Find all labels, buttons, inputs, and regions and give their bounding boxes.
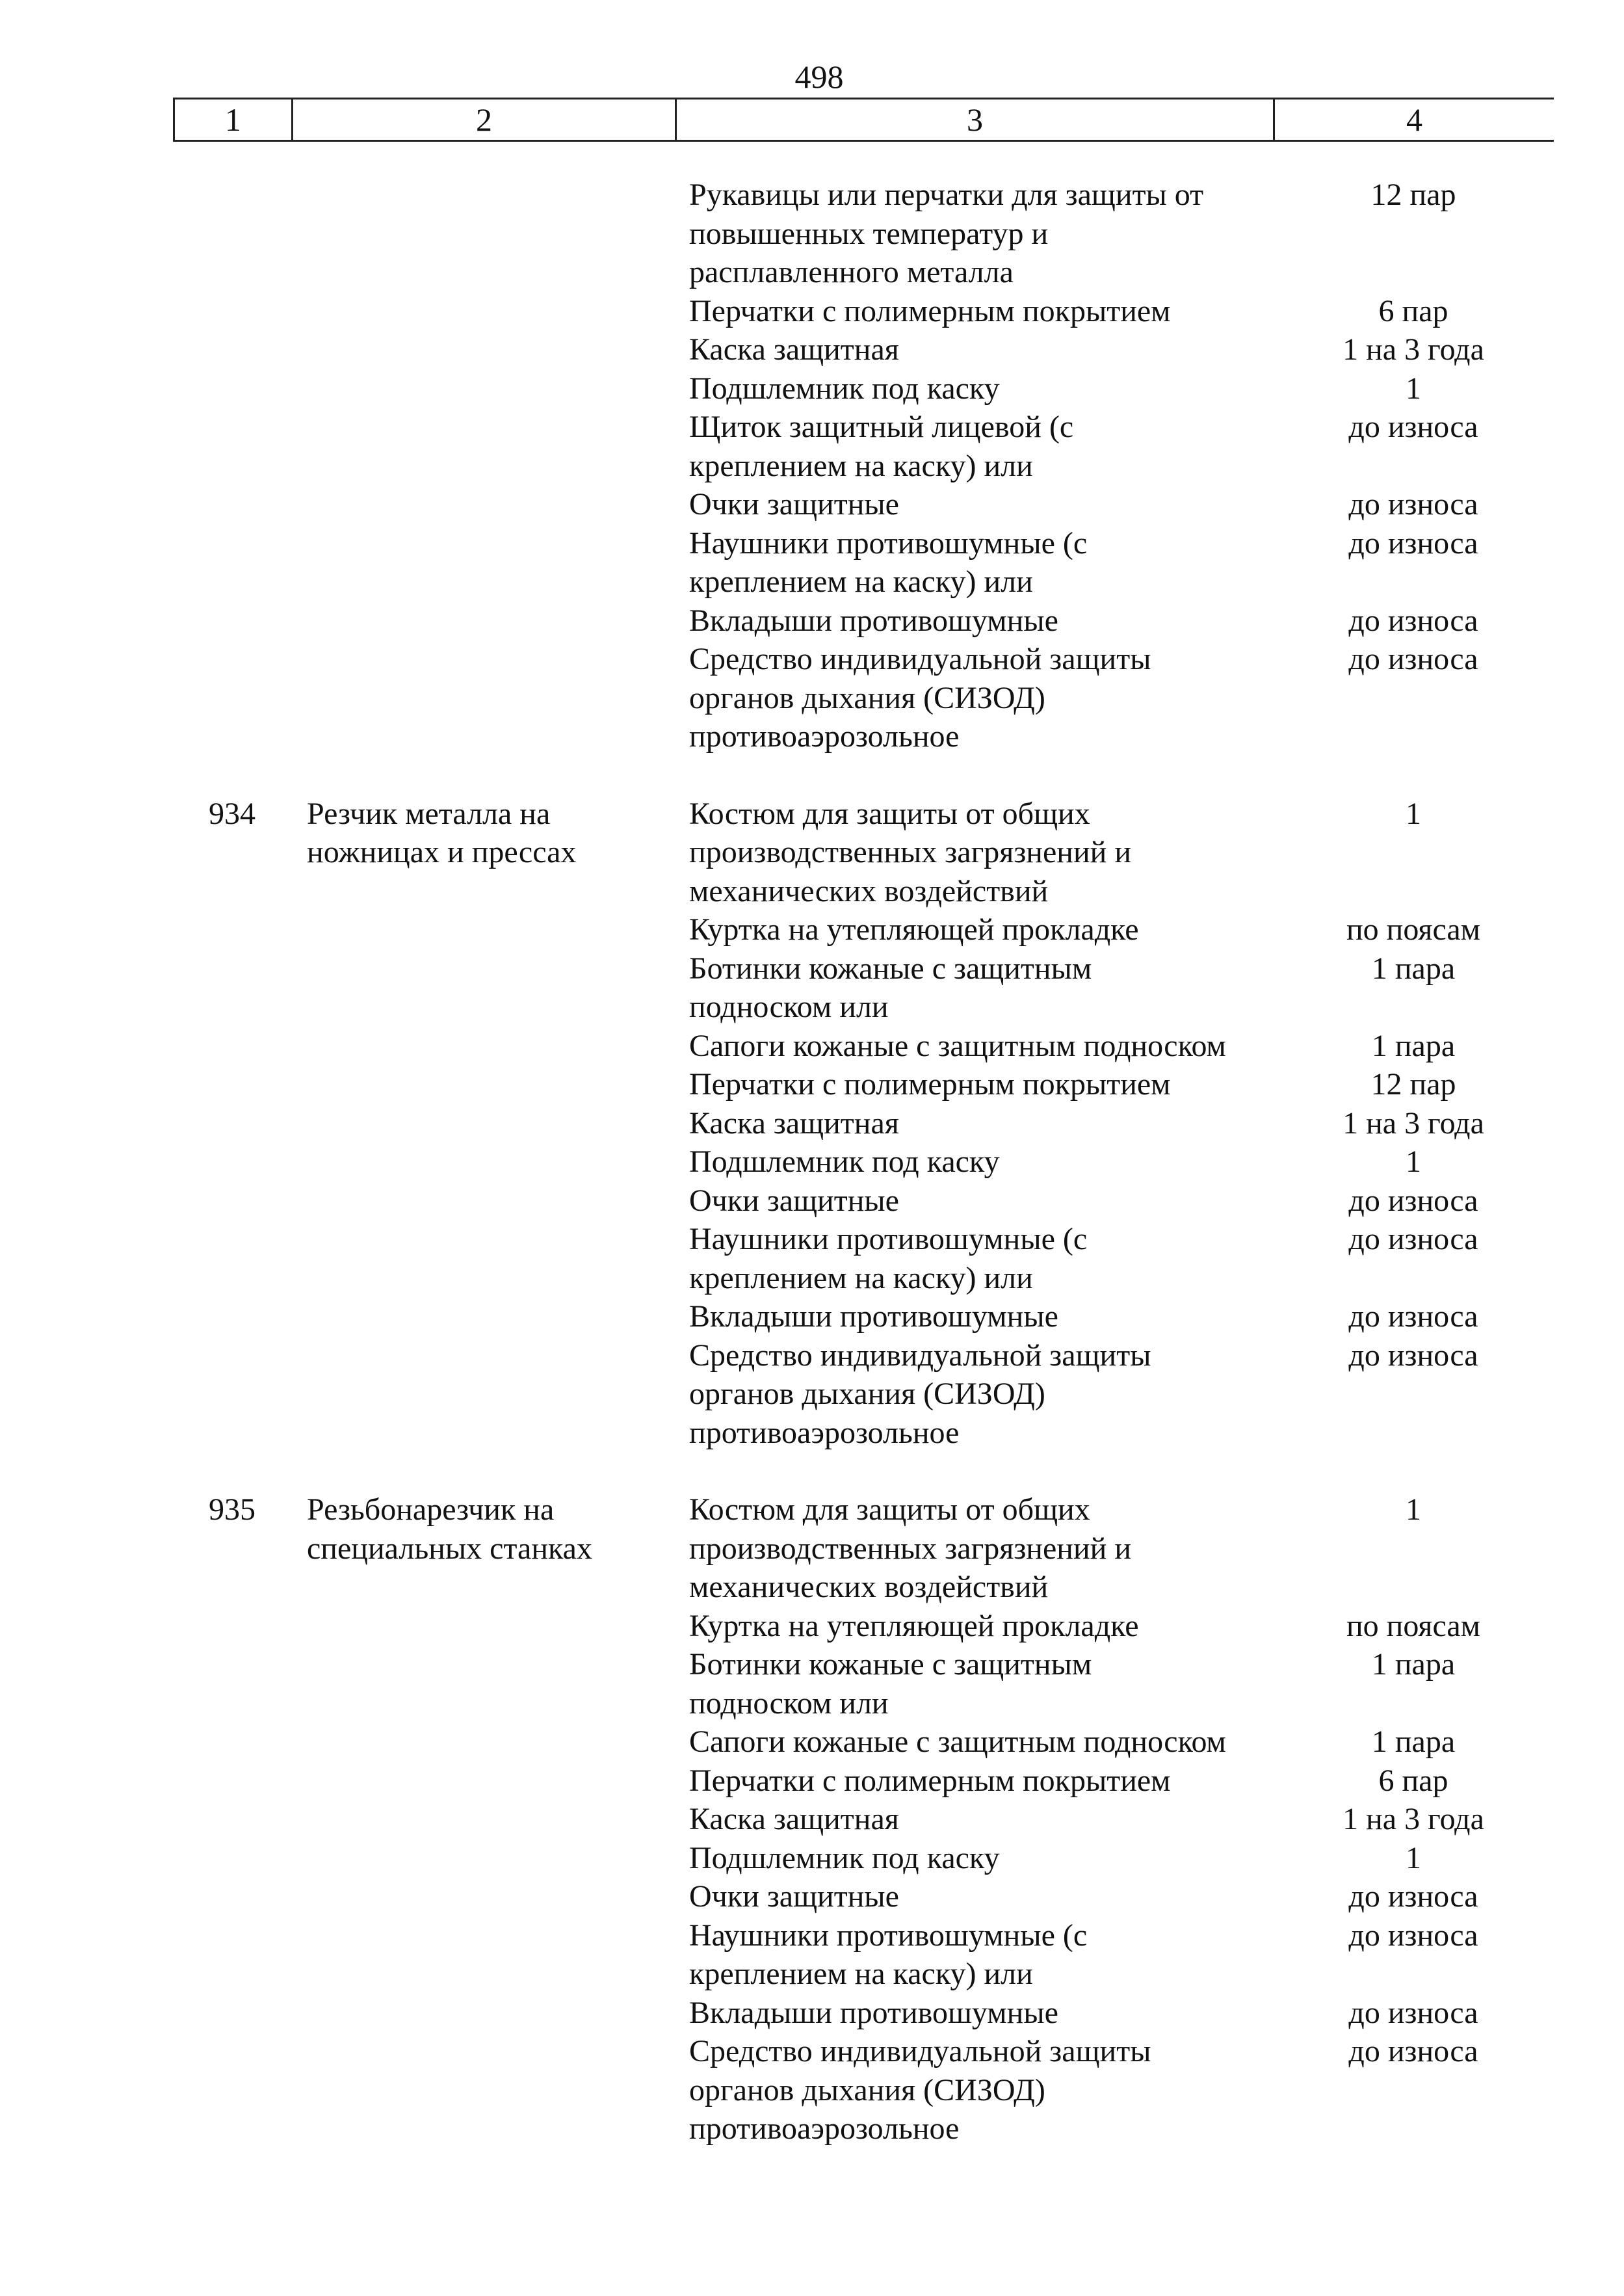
row-number bbox=[173, 1762, 291, 1801]
profession-name bbox=[291, 1994, 675, 2033]
table-row bbox=[173, 1529, 1554, 1568]
ppe-item-name: Рукавицы или перчатки для защиты от bbox=[689, 178, 1204, 212]
row-number bbox=[173, 408, 291, 447]
issue-norm bbox=[1273, 872, 1554, 911]
row-number bbox=[173, 1916, 291, 1955]
table-row bbox=[173, 2032, 1554, 2071]
profession-name bbox=[291, 2032, 675, 2071]
ppe-item-name: Подшлемник под каску bbox=[689, 371, 1000, 406]
table-row bbox=[173, 1220, 1554, 1259]
profession-name bbox=[291, 524, 675, 563]
issue-norm bbox=[1273, 1955, 1554, 1994]
issue-norm bbox=[1273, 833, 1554, 872]
profession-name bbox=[291, 1877, 675, 1916]
ppe-item-name: Перчатки с полимерным покрытием bbox=[689, 293, 1171, 328]
profession-name bbox=[291, 1839, 675, 1878]
row-number bbox=[173, 1645, 291, 1684]
table-row bbox=[173, 292, 1554, 331]
table-row bbox=[173, 1762, 1554, 1801]
issue-norm: до износа bbox=[1348, 525, 1478, 561]
profession-name: ножницах и прессах bbox=[307, 835, 577, 869]
page-number: 498 bbox=[794, 59, 844, 95]
profession-name bbox=[291, 1800, 675, 1839]
profession-name bbox=[291, 1684, 675, 1723]
ppe-item-name: механических воздействий bbox=[689, 873, 1049, 908]
issue-norm: до износа bbox=[1348, 642, 1478, 676]
issue-norm bbox=[1273, 1375, 1554, 1414]
ppe-item-name: Наушники противошумные (с bbox=[689, 1918, 1088, 1953]
profession-name bbox=[291, 408, 675, 447]
row-number bbox=[173, 2032, 291, 2071]
row-number bbox=[173, 1607, 291, 1646]
ppe-item-name: креплением на каску) или bbox=[689, 1260, 1033, 1295]
table-row bbox=[173, 1414, 1554, 1453]
table-row bbox=[173, 1181, 1554, 1221]
profession-name bbox=[291, 949, 675, 988]
table-row bbox=[173, 1645, 1554, 1684]
issue-norm: до износа bbox=[1348, 1183, 1478, 1218]
profession-name bbox=[291, 215, 675, 254]
issue-norm: до износа bbox=[1348, 603, 1478, 638]
ppe-item-name: подноском или bbox=[689, 1685, 889, 1721]
table-row bbox=[173, 215, 1554, 254]
profession-name bbox=[291, 1955, 675, 1994]
issue-norm: 1 пара bbox=[1371, 951, 1456, 986]
issue-norm bbox=[1273, 2109, 1554, 2148]
table-row bbox=[173, 2109, 1554, 2148]
profession-name bbox=[291, 1762, 675, 1801]
row-number: 934 bbox=[209, 796, 255, 831]
profession-name: Резьбонарезчик на bbox=[307, 1492, 555, 1527]
column-header-3: 3 bbox=[675, 99, 1273, 140]
table-row bbox=[173, 1259, 1554, 1298]
ppe-item-name: Средство индивидуальной защиты bbox=[689, 642, 1151, 676]
issue-norm: 6 пар bbox=[1378, 293, 1448, 328]
table-row bbox=[173, 485, 1554, 524]
table-row bbox=[173, 1607, 1554, 1646]
row-number bbox=[173, 1181, 291, 1221]
column-header-4: 4 bbox=[1273, 99, 1554, 140]
ppe-item-name: Костюм для защиты от общих bbox=[689, 796, 1090, 831]
profession-name bbox=[291, 1027, 675, 1066]
ppe-item-name: органов дыхания (СИЗОД) bbox=[689, 1377, 1045, 1411]
issue-norm bbox=[1273, 1529, 1554, 1568]
issue-norm: 1 bbox=[1406, 1840, 1421, 1875]
issue-norm: 1 bbox=[1406, 371, 1421, 406]
row-number bbox=[173, 1065, 291, 1104]
issue-norm: 1 bbox=[1406, 1492, 1421, 1527]
row-number bbox=[173, 1800, 291, 1839]
issue-norm: по поясам bbox=[1346, 1608, 1481, 1643]
issue-norm: 1 пара bbox=[1371, 1028, 1456, 1063]
table-row bbox=[173, 1800, 1554, 1839]
row-number bbox=[173, 872, 291, 911]
table-row bbox=[173, 1490, 1554, 1529]
profession-name bbox=[291, 1568, 675, 1607]
profession-name bbox=[291, 717, 675, 756]
profession-name bbox=[291, 562, 675, 601]
profession-name bbox=[291, 253, 675, 292]
row-number bbox=[173, 988, 291, 1027]
profession-name: Резчик металла на bbox=[307, 796, 551, 831]
table-row bbox=[173, 447, 1554, 486]
ppe-item-name: противоаэрозольное bbox=[689, 2111, 960, 2146]
table-row bbox=[173, 1568, 1554, 1607]
row-number bbox=[173, 1684, 291, 1723]
issue-norm: до износа bbox=[1348, 1879, 1478, 1914]
table-row bbox=[173, 1722, 1554, 1762]
profession-name bbox=[291, 1916, 675, 1955]
ppe-item-name: производственных загрязнений и bbox=[689, 835, 1132, 869]
row-number bbox=[173, 2071, 291, 2110]
issue-norm: 1 bbox=[1406, 796, 1421, 831]
profession-name bbox=[291, 1142, 675, 1181]
ppe-item-name: Наушники противошумные (с bbox=[689, 1222, 1088, 1256]
ppe-item-name: механических воздействий bbox=[689, 1570, 1049, 1604]
issue-norm bbox=[1273, 1259, 1554, 1298]
table-row bbox=[173, 1142, 1554, 1181]
ppe-item-name: Щиток защитный лицевой (с bbox=[689, 410, 1074, 444]
table-row bbox=[173, 253, 1554, 292]
row-number bbox=[173, 562, 291, 601]
table-row bbox=[173, 988, 1554, 1027]
issue-norm bbox=[1273, 447, 1554, 486]
ppe-item-name: Каска защитная bbox=[689, 332, 899, 367]
ppe-item-name: Средство индивидуальной защиты bbox=[689, 1338, 1151, 1373]
issue-norm: до износа bbox=[1348, 487, 1478, 521]
issue-norm: до износа bbox=[1348, 1338, 1478, 1373]
row-number bbox=[173, 524, 291, 563]
issue-norm: до износа bbox=[1348, 1222, 1478, 1256]
issue-norm bbox=[1273, 717, 1554, 756]
issue-norm: 12 пар bbox=[1370, 1067, 1456, 1102]
issue-norm bbox=[1273, 679, 1554, 718]
ppe-item-name: повышенных температур и bbox=[689, 216, 1049, 251]
row-number bbox=[173, 1722, 291, 1762]
row-number bbox=[173, 1259, 291, 1298]
issue-norm: 6 пар bbox=[1378, 1763, 1448, 1798]
row-number bbox=[173, 1994, 291, 2033]
table-row bbox=[173, 1916, 1554, 1955]
table-row bbox=[173, 910, 1554, 949]
ppe-item-name: Очки защитные bbox=[689, 487, 899, 521]
table-row bbox=[173, 1955, 1554, 1994]
ppe-item-name: Ботинки кожаные с защитным bbox=[689, 1647, 1092, 1682]
profession-name bbox=[291, 601, 675, 640]
row-number bbox=[173, 1414, 291, 1453]
profession-name bbox=[291, 1414, 675, 1453]
ppe-item-name: Подшлемник под каску bbox=[689, 1840, 1000, 1875]
table-row bbox=[173, 176, 1554, 215]
profession-name bbox=[291, 1722, 675, 1762]
row-number bbox=[173, 2109, 291, 2148]
ppe-item-name: органов дыхания (СИЗОД) bbox=[689, 680, 1045, 715]
ppe-item-name: Каска защитная bbox=[689, 1105, 899, 1141]
row-number bbox=[173, 910, 291, 949]
row-number bbox=[173, 1142, 291, 1181]
table-row bbox=[173, 872, 1554, 911]
table-row bbox=[173, 1027, 1554, 1066]
row-number bbox=[173, 1220, 291, 1259]
row-number bbox=[173, 1104, 291, 1143]
ppe-item-name: креплением на каску) или bbox=[689, 448, 1033, 483]
profession-name bbox=[291, 485, 675, 524]
row-number bbox=[173, 215, 291, 254]
row-number bbox=[173, 1839, 291, 1878]
issue-norm: до износа bbox=[1348, 2034, 1478, 2068]
table-row bbox=[173, 1297, 1554, 1336]
profession-name bbox=[291, 640, 675, 679]
row-number bbox=[173, 1955, 291, 1994]
issue-norm bbox=[1273, 2071, 1554, 2110]
issue-norm: 1 на 3 года bbox=[1342, 332, 1484, 367]
row-number bbox=[173, 1027, 291, 1066]
column-header-row bbox=[173, 98, 1554, 142]
issue-norm: 1 на 3 года bbox=[1342, 1105, 1484, 1141]
ppe-item-name: креплением на каску) или bbox=[689, 1957, 1033, 1991]
ppe-item-name: Вкладыши противошумные bbox=[689, 1995, 1058, 2030]
profession-name bbox=[291, 910, 675, 949]
issue-norm: 1 на 3 года bbox=[1342, 1802, 1484, 1836]
row-number bbox=[173, 292, 291, 331]
issue-norm: 12 пар bbox=[1370, 178, 1456, 212]
row-number bbox=[173, 717, 291, 756]
group-separator bbox=[173, 1452, 1554, 1490]
table-row bbox=[173, 1104, 1554, 1143]
ppe-item-name: расплавленного металла bbox=[689, 255, 1014, 289]
issue-norm: до износа bbox=[1348, 410, 1478, 444]
issue-norm: до износа bbox=[1348, 1918, 1478, 1953]
row-number bbox=[173, 176, 291, 215]
issue-norm: 1 пара bbox=[1371, 1647, 1456, 1682]
ppe-item-name: противоаэрозольное bbox=[689, 1415, 960, 1450]
profession-name bbox=[291, 1375, 675, 1414]
ppe-item-name: Очки защитные bbox=[689, 1879, 899, 1914]
column-header-2: 2 bbox=[291, 99, 675, 140]
profession-name bbox=[291, 679, 675, 718]
ppe-item-name: Вкладыши противошумные bbox=[689, 1299, 1058, 1334]
row-number bbox=[173, 833, 291, 872]
ppe-item-name: подноском или bbox=[689, 990, 889, 1024]
row-number bbox=[173, 1529, 291, 1568]
table-row bbox=[173, 679, 1554, 718]
ppe-item-name: Очки защитные bbox=[689, 1183, 899, 1218]
ppe-item-name: Каска защитная bbox=[689, 1802, 899, 1836]
table-row bbox=[173, 601, 1554, 640]
profession-name bbox=[291, 1065, 675, 1104]
profession-name: специальных станках bbox=[307, 1531, 592, 1566]
table-row bbox=[173, 1994, 1554, 2033]
ppe-item-name: креплением на каску) или bbox=[689, 564, 1033, 599]
row-number bbox=[173, 1877, 291, 1916]
profession-name bbox=[291, 369, 675, 408]
issue-norm bbox=[1273, 1684, 1554, 1723]
profession-name bbox=[291, 176, 675, 215]
table-row bbox=[173, 1065, 1554, 1104]
table-row bbox=[173, 795, 1554, 834]
table-row bbox=[173, 717, 1554, 756]
profession-name bbox=[291, 1297, 675, 1336]
table-row bbox=[173, 562, 1554, 601]
row-number bbox=[173, 253, 291, 292]
row-number bbox=[173, 949, 291, 988]
table-row bbox=[173, 408, 1554, 447]
ppe-item-name: Перчатки с полимерным покрытием bbox=[689, 1763, 1171, 1798]
row-number bbox=[173, 1336, 291, 1375]
profession-name bbox=[291, 872, 675, 911]
row-number: 935 bbox=[209, 1492, 255, 1527]
row-number bbox=[173, 1297, 291, 1336]
row-number bbox=[173, 369, 291, 408]
ppe-item-name: Куртка на утепляющей прокладке bbox=[689, 912, 1139, 947]
row-number bbox=[173, 447, 291, 486]
ppe-item-name: Перчатки с полимерным покрытием bbox=[689, 1067, 1171, 1102]
issue-norm bbox=[1273, 253, 1554, 292]
issue-norm bbox=[1273, 1568, 1554, 1607]
issue-norm bbox=[1273, 215, 1554, 254]
ppe-item-name: противоаэрозольное bbox=[689, 719, 960, 754]
profession-name bbox=[291, 2109, 675, 2148]
ppe-item-name: Костюм для защиты от общих bbox=[689, 1492, 1090, 1527]
profession-name bbox=[291, 2071, 675, 2110]
profession-name bbox=[291, 1607, 675, 1646]
profession-name bbox=[291, 1181, 675, 1221]
profession-name bbox=[291, 988, 675, 1027]
table-row bbox=[173, 2071, 1554, 2110]
issue-norm bbox=[1273, 1414, 1554, 1453]
ppe-item-name: Куртка на утепляющей прокладке bbox=[689, 1608, 1139, 1643]
table-row bbox=[173, 640, 1554, 679]
ppe-item-name: производственных загрязнений и bbox=[689, 1531, 1132, 1566]
profession-name bbox=[291, 1259, 675, 1298]
row-number bbox=[173, 485, 291, 524]
table-row bbox=[173, 330, 1554, 369]
profession-name bbox=[291, 292, 675, 331]
profession-name bbox=[291, 447, 675, 486]
issue-norm: по поясам bbox=[1346, 912, 1481, 947]
ppe-item-name: Сапоги кожаные с защитным подноском bbox=[689, 1028, 1226, 1063]
group-separator bbox=[173, 756, 1554, 795]
issue-norm: до износа bbox=[1348, 1299, 1478, 1334]
profession-name bbox=[291, 330, 675, 369]
table-row bbox=[173, 833, 1554, 872]
table-row bbox=[173, 1839, 1554, 1878]
ppe-norms-table bbox=[173, 176, 1554, 2148]
table-row bbox=[173, 949, 1554, 988]
profession-name bbox=[291, 1645, 675, 1684]
row-number bbox=[173, 1568, 291, 1607]
issue-norm bbox=[1273, 562, 1554, 601]
row-number bbox=[173, 601, 291, 640]
table-row bbox=[173, 1375, 1554, 1414]
issue-norm: 1 пара bbox=[1371, 1724, 1456, 1759]
issue-norm bbox=[1273, 988, 1554, 1027]
row-number bbox=[173, 679, 291, 718]
table-row bbox=[173, 1877, 1554, 1916]
table-row bbox=[173, 524, 1554, 563]
table-row bbox=[173, 1336, 1554, 1375]
issue-norm: до износа bbox=[1348, 1995, 1478, 2030]
issue-norm: 1 bbox=[1406, 1144, 1421, 1179]
ppe-item-name: Наушники противошумные (с bbox=[689, 525, 1088, 561]
column-header-1: 1 bbox=[173, 99, 291, 140]
row-number bbox=[173, 1375, 291, 1414]
profession-name bbox=[291, 1104, 675, 1143]
profession-name bbox=[291, 1336, 675, 1375]
ppe-item-name: Подшлемник под каску bbox=[689, 1144, 1000, 1179]
ppe-item-name: Сапоги кожаные с защитным подноском bbox=[689, 1724, 1226, 1759]
row-number bbox=[173, 640, 291, 679]
ppe-item-name: органов дыхания (СИЗОД) bbox=[689, 2072, 1045, 2107]
ppe-item-name: Средство индивидуальной защиты bbox=[689, 2034, 1151, 2068]
ppe-item-name: Ботинки кожаные с защитным bbox=[689, 951, 1092, 986]
table-row bbox=[173, 1684, 1554, 1723]
ppe-item-name: Вкладыши противошумные bbox=[689, 603, 1058, 638]
table-row bbox=[173, 369, 1554, 408]
row-number bbox=[173, 330, 291, 369]
profession-name bbox=[291, 1220, 675, 1259]
